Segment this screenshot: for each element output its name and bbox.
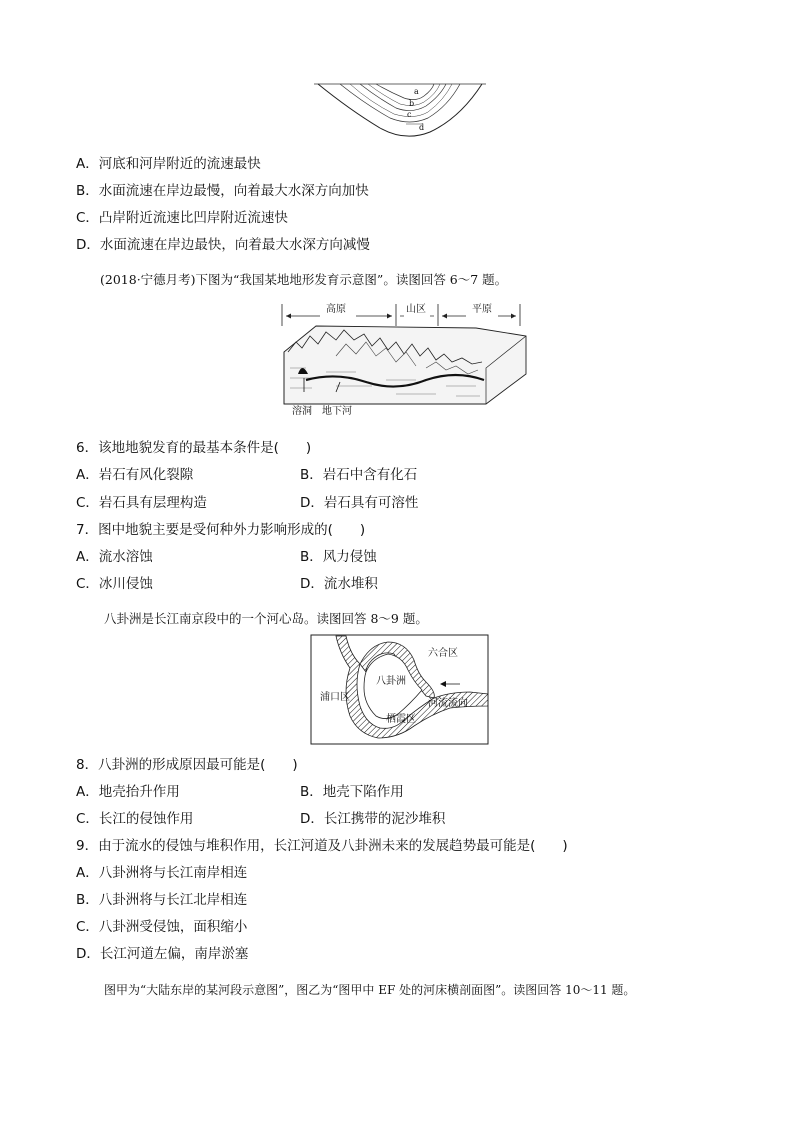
- q6-option-d[interactable]: D．岩石具有可溶性: [300, 495, 419, 511]
- label-qixia-district: 栖霞区: [386, 714, 416, 725]
- label-karst-cave: 溶洞: [292, 406, 312, 417]
- q6-option-c[interactable]: C．岩石具有层理构造: [76, 495, 207, 511]
- q7-option-d[interactable]: D．流水堆积: [300, 576, 378, 592]
- q9-option-b[interactable]: B．八卦洲将与长江北岸相连: [76, 892, 248, 908]
- q8-stem: 8．八卦洲的形成原因最可能是( ): [76, 757, 298, 773]
- q8-option-a[interactable]: A．地壳抬升作用: [76, 784, 180, 800]
- q8-option-b[interactable]: B．地壳下陷作用: [300, 784, 404, 800]
- q9-option-c[interactable]: C．八卦洲受侵蚀，面积缩小: [76, 919, 248, 935]
- q6-option-b[interactable]: B．岩石中含有化石: [300, 467, 418, 483]
- q7-stem: 7．图中地貌主要是受何种外力影响形成的( ): [76, 522, 366, 538]
- q8-option-d[interactable]: D．长江携带的泥沙堆积: [300, 811, 446, 827]
- label-plain: 平原: [472, 304, 492, 315]
- q7-option-a[interactable]: A．流水溶蚀: [76, 549, 153, 565]
- intro-questions-6-7: (2018·宁德月考)下图为“我国某地地形发育示意图”。读图回答 6～7 题。: [100, 272, 508, 287]
- q5-option-c[interactable]: C．凸岸附近流速比凹岸附近流速快: [76, 210, 288, 226]
- contour-label-b: b: [409, 99, 415, 108]
- q5-option-d[interactable]: D．水面流速在岸边最快，向着最大水深方向减慢: [76, 237, 370, 253]
- q9-stem: 9．由于流水的侵蚀与堆积作用，长江河道及八卦洲未来的发展趋势最可能是( ): [76, 838, 568, 854]
- q9-option-a[interactable]: A．八卦洲将与长江南岸相连: [76, 865, 248, 881]
- river-cross-section-figure: [310, 80, 490, 144]
- q5-option-b[interactable]: B．水面流速在岸边最慢，向着最大水深方向加快: [76, 183, 369, 199]
- label-baguazhou: 八卦洲: [376, 676, 406, 687]
- label-liuhe-district: 六合区: [428, 648, 458, 659]
- q7-option-b[interactable]: B．风力侵蚀: [300, 549, 377, 565]
- label-underground-river: 地下河: [322, 406, 352, 417]
- contour-label-a: a: [414, 87, 419, 96]
- label-river-flow: 河流流向: [428, 698, 468, 709]
- contour-label-c: c: [407, 110, 412, 119]
- intro-questions-8-9: 八卦洲是长江南京段中的一个河心岛。读图回答 8～9 题。: [104, 611, 428, 626]
- q6-option-a[interactable]: A．岩石有风化裂隙: [76, 467, 194, 483]
- q8-option-c[interactable]: C．长江的侵蚀作用: [76, 811, 194, 827]
- intro-questions-10-11: 图甲为“大陆东岸的某河段示意图”，图乙为“图甲中 EF 处的河床横剖面图”。读图回答 10～11 题。: [104, 983, 636, 997]
- baguazhou-map-figure: [310, 634, 490, 746]
- label-pukou-district: 浦口区: [320, 692, 350, 703]
- q9-option-d[interactable]: D．长江河道左偏，南岸淤塞: [76, 946, 249, 962]
- karst-landform-figure: [276, 296, 532, 420]
- q7-option-c[interactable]: C．冰川侵蚀: [76, 576, 153, 592]
- q6-stem: 6．该地地貌发育的最基本条件是( ): [76, 440, 312, 456]
- q5-option-a[interactable]: A．河底和河岸附近的流速最快: [76, 156, 261, 172]
- label-plateau: 高原: [326, 304, 346, 315]
- contour-label-d: d: [419, 123, 425, 132]
- label-mountain: 山区: [406, 304, 426, 315]
